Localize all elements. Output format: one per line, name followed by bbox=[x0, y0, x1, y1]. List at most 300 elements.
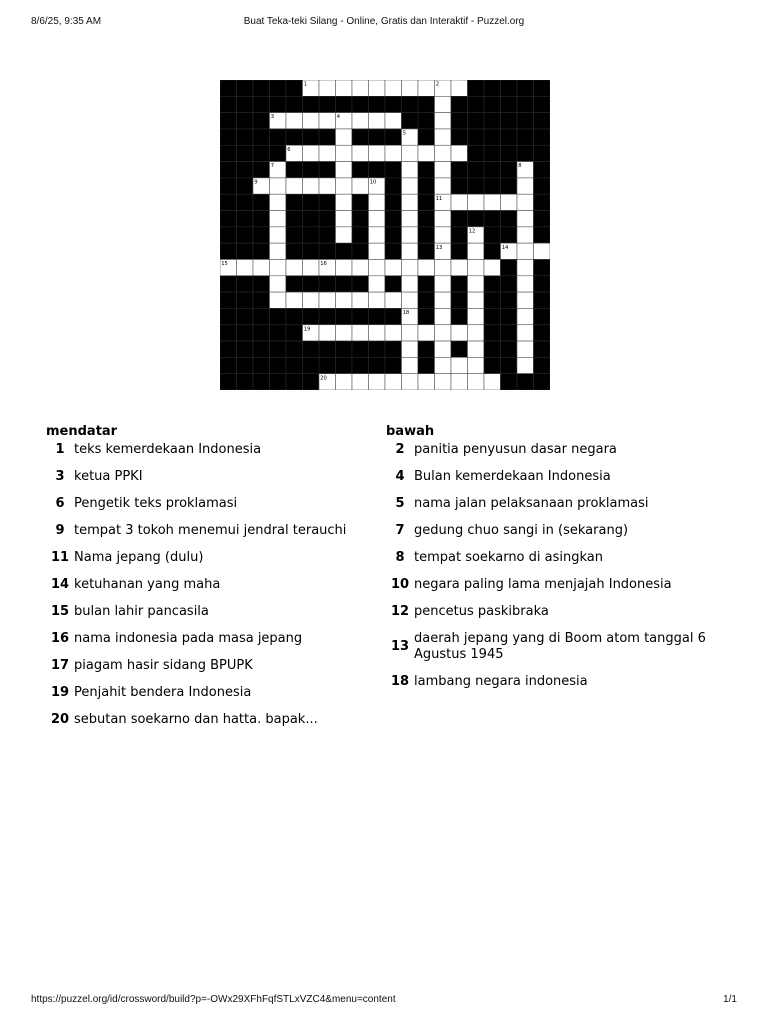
letter-cell[interactable] bbox=[451, 259, 468, 275]
letter-cell[interactable] bbox=[336, 374, 353, 390]
blocked-cell bbox=[237, 276, 254, 292]
letter-cell[interactable] bbox=[369, 276, 386, 292]
letter-cell[interactable] bbox=[319, 113, 336, 129]
blocked-cell bbox=[534, 96, 551, 112]
clue-text: Nama jepang (dulu) bbox=[74, 550, 204, 565]
blocked-cell bbox=[534, 325, 551, 341]
blocked-cell bbox=[303, 341, 320, 357]
blocked-cell bbox=[253, 129, 270, 145]
letter-cell[interactable] bbox=[402, 211, 419, 227]
letter-cell[interactable] bbox=[369, 194, 386, 210]
blocked-cell bbox=[253, 80, 270, 96]
letter-cell[interactable] bbox=[385, 145, 402, 161]
clue-number-label: 3 bbox=[270, 114, 275, 121]
clue-text: negara paling lama menjajah Indonesia bbox=[414, 577, 672, 592]
blocked-cell bbox=[336, 276, 353, 292]
blocked-cell bbox=[286, 341, 303, 357]
letter-cell[interactable] bbox=[468, 276, 485, 292]
blocked-cell bbox=[484, 80, 501, 96]
blocked-cell bbox=[534, 374, 551, 390]
letter-cell[interactable] bbox=[303, 178, 320, 194]
clue-number: 4 bbox=[395, 469, 405, 484]
letter-cell[interactable] bbox=[468, 292, 485, 308]
letter-cell[interactable] bbox=[336, 178, 353, 194]
letter-cell[interactable] bbox=[270, 276, 287, 292]
letter-cell[interactable] bbox=[402, 292, 419, 308]
blocked-cell bbox=[468, 113, 485, 129]
blocked-cell bbox=[418, 194, 435, 210]
blocked-cell bbox=[319, 341, 336, 357]
letter-cell[interactable] bbox=[418, 259, 435, 275]
letter-cell[interactable] bbox=[435, 96, 452, 112]
letter-cell[interactable] bbox=[468, 194, 485, 210]
blocked-cell bbox=[270, 308, 287, 324]
blocked-cell bbox=[237, 292, 254, 308]
blocked-cell bbox=[534, 145, 551, 161]
blocked-cell bbox=[286, 243, 303, 259]
blocked-cell bbox=[484, 243, 501, 259]
letter-cell[interactable] bbox=[468, 325, 485, 341]
blocked-cell bbox=[253, 227, 270, 243]
blocked-cell bbox=[237, 162, 254, 178]
blocked-cell bbox=[484, 145, 501, 161]
blocked-cell bbox=[369, 96, 386, 112]
letter-cell[interactable] bbox=[270, 243, 287, 259]
blocked-cell bbox=[237, 145, 254, 161]
letter-cell[interactable] bbox=[451, 325, 468, 341]
blocked-cell bbox=[352, 341, 369, 357]
clue-number: 10 bbox=[390, 577, 410, 592]
letter-cell[interactable] bbox=[484, 374, 501, 390]
letter-cell[interactable] bbox=[451, 357, 468, 373]
letter-cell[interactable] bbox=[336, 80, 353, 96]
letter-cell[interactable] bbox=[435, 325, 452, 341]
blocked-cell bbox=[220, 194, 237, 210]
blocked-cell bbox=[352, 357, 369, 373]
letter-cell[interactable] bbox=[385, 259, 402, 275]
letter-cell[interactable] bbox=[385, 113, 402, 129]
blocked-cell bbox=[468, 162, 485, 178]
letter-cell[interactable] bbox=[402, 259, 419, 275]
letter-cell[interactable] bbox=[534, 243, 551, 259]
blocked-cell bbox=[319, 227, 336, 243]
letter-cell[interactable] bbox=[336, 227, 353, 243]
blocked-cell bbox=[303, 162, 320, 178]
blocked-cell bbox=[385, 227, 402, 243]
letter-cell[interactable] bbox=[435, 341, 452, 357]
blocked-cell bbox=[319, 308, 336, 324]
letter-cell[interactable] bbox=[336, 129, 353, 145]
clue-down-10 bbox=[386, 577, 716, 593]
letter-cell[interactable] bbox=[303, 113, 320, 129]
letter-cell[interactable] bbox=[418, 325, 435, 341]
letter-cell[interactable] bbox=[468, 357, 485, 373]
letter-cell[interactable] bbox=[385, 292, 402, 308]
letter-cell[interactable] bbox=[336, 211, 353, 227]
blocked-cell bbox=[418, 341, 435, 357]
letter-cell[interactable] bbox=[435, 145, 452, 161]
blocked-cell bbox=[336, 357, 353, 373]
letter-cell[interactable] bbox=[319, 292, 336, 308]
letter-cell[interactable] bbox=[501, 194, 518, 210]
blocked-cell bbox=[534, 357, 551, 373]
blocked-cell bbox=[451, 96, 468, 112]
blocked-cell bbox=[319, 129, 336, 145]
blocked-cell bbox=[369, 308, 386, 324]
letter-cell[interactable] bbox=[303, 292, 320, 308]
blocked-cell bbox=[501, 276, 518, 292]
letter-cell[interactable] bbox=[336, 292, 353, 308]
blocked-cell bbox=[352, 227, 369, 243]
clue-text: gedung chuo sangi in (sekarang) bbox=[414, 523, 629, 538]
blocked-cell bbox=[303, 227, 320, 243]
blocked-cell bbox=[319, 96, 336, 112]
print-datetime: 8/6/25, 9:35 AM bbox=[31, 16, 102, 27]
letter-cell[interactable] bbox=[352, 292, 369, 308]
clue-text: Bulan kemerdekaan Indonesia bbox=[414, 469, 611, 484]
clue-text: tempat 3 tokoh menemui jendral terauchi bbox=[74, 523, 347, 538]
blocked-cell bbox=[385, 194, 402, 210]
blocked-cell bbox=[319, 194, 336, 210]
letter-cell[interactable] bbox=[270, 227, 287, 243]
blocked-cell bbox=[517, 96, 534, 112]
blocked-cell bbox=[352, 162, 369, 178]
blocked-cell bbox=[253, 211, 270, 227]
clue-number-label: 16 bbox=[320, 261, 327, 268]
letter-cell[interactable] bbox=[336, 145, 353, 161]
letter-cell[interactable] bbox=[517, 292, 534, 308]
letter-cell[interactable] bbox=[435, 308, 452, 324]
letter-cell[interactable] bbox=[517, 194, 534, 210]
letter-cell[interactable] bbox=[270, 259, 287, 275]
blocked-cell bbox=[286, 211, 303, 227]
letter-cell[interactable] bbox=[352, 145, 369, 161]
print-footer bbox=[0, 994, 768, 1014]
across-heading: mendatar bbox=[46, 424, 118, 439]
clue-text: tempat soekarno di asingkan bbox=[414, 550, 603, 565]
letter-cell[interactable] bbox=[237, 259, 254, 275]
clue-number: 18 bbox=[390, 674, 410, 689]
letter-cell[interactable] bbox=[385, 374, 402, 390]
letter-cell[interactable] bbox=[435, 276, 452, 292]
clue-number: 9 bbox=[55, 523, 65, 538]
clue-text: ketua PPKI bbox=[74, 469, 143, 484]
letter-cell[interactable] bbox=[336, 325, 353, 341]
letter-cell[interactable] bbox=[352, 259, 369, 275]
blocked-cell bbox=[484, 292, 501, 308]
across-clues bbox=[46, 424, 366, 739]
blocked-cell bbox=[418, 243, 435, 259]
blocked-cell bbox=[418, 162, 435, 178]
blocked-cell bbox=[352, 96, 369, 112]
blocked-cell bbox=[352, 308, 369, 324]
letter-cell[interactable] bbox=[369, 227, 386, 243]
letter-cell[interactable] bbox=[402, 357, 419, 373]
blocked-cell bbox=[220, 357, 237, 373]
blocked-cell bbox=[369, 129, 386, 145]
letter-cell[interactable] bbox=[369, 325, 386, 341]
letter-cell[interactable] bbox=[336, 162, 353, 178]
letter-cell[interactable] bbox=[451, 145, 468, 161]
letter-cell[interactable] bbox=[402, 178, 419, 194]
letter-cell[interactable] bbox=[369, 243, 386, 259]
letter-cell[interactable] bbox=[270, 211, 287, 227]
letter-cell[interactable] bbox=[303, 259, 320, 275]
clue-number: 19 bbox=[50, 685, 70, 700]
letter-cell[interactable] bbox=[418, 374, 435, 390]
blocked-cell bbox=[253, 162, 270, 178]
letter-cell[interactable] bbox=[336, 194, 353, 210]
letter-cell[interactable] bbox=[435, 178, 452, 194]
letter-cell[interactable] bbox=[451, 80, 468, 96]
letter-cell[interactable] bbox=[468, 243, 485, 259]
clue-across-20 bbox=[46, 712, 366, 728]
letter-cell[interactable] bbox=[303, 145, 320, 161]
blocked-cell bbox=[451, 243, 468, 259]
blocked-cell bbox=[484, 211, 501, 227]
clue-down-8 bbox=[386, 550, 716, 566]
blocked-cell bbox=[237, 374, 254, 390]
letter-cell[interactable] bbox=[369, 259, 386, 275]
blocked-cell bbox=[451, 129, 468, 145]
letter-cell[interactable] bbox=[402, 325, 419, 341]
clue-across-6 bbox=[46, 496, 366, 512]
blocked-cell bbox=[286, 162, 303, 178]
blocked-cell bbox=[517, 374, 534, 390]
blocked-cell bbox=[534, 276, 551, 292]
letter-cell[interactable] bbox=[451, 374, 468, 390]
blocked-cell bbox=[303, 308, 320, 324]
blocked-cell bbox=[501, 113, 518, 129]
letter-cell[interactable] bbox=[517, 178, 534, 194]
blocked-cell bbox=[352, 276, 369, 292]
letter-cell[interactable] bbox=[435, 374, 452, 390]
letter-cell[interactable] bbox=[484, 194, 501, 210]
letter-cell[interactable] bbox=[435, 113, 452, 129]
letter-cell[interactable] bbox=[451, 194, 468, 210]
clue-number: 17 bbox=[50, 658, 70, 673]
letter-cell[interactable] bbox=[402, 80, 419, 96]
letter-cell[interactable] bbox=[369, 374, 386, 390]
blocked-cell bbox=[336, 341, 353, 357]
letter-cell[interactable] bbox=[435, 129, 452, 145]
letter-cell[interactable] bbox=[402, 374, 419, 390]
blocked-cell bbox=[534, 129, 551, 145]
letter-cell[interactable] bbox=[270, 194, 287, 210]
letter-cell[interactable] bbox=[352, 178, 369, 194]
blocked-cell bbox=[534, 211, 551, 227]
letter-cell[interactable] bbox=[270, 292, 287, 308]
letter-cell[interactable] bbox=[517, 276, 534, 292]
letter-cell[interactable] bbox=[352, 325, 369, 341]
clue-number-label: 12 bbox=[468, 228, 476, 235]
letter-cell[interactable] bbox=[418, 145, 435, 161]
blocked-cell bbox=[451, 178, 468, 194]
blocked-cell bbox=[220, 341, 237, 357]
blocked-cell bbox=[501, 308, 518, 324]
blocked-cell bbox=[484, 276, 501, 292]
clue-down-2 bbox=[386, 442, 716, 458]
blocked-cell bbox=[270, 357, 287, 373]
blocked-cell bbox=[220, 227, 237, 243]
letter-cell[interactable] bbox=[468, 374, 485, 390]
letter-cell[interactable] bbox=[352, 113, 369, 129]
blocked-cell bbox=[484, 227, 501, 243]
letter-cell[interactable] bbox=[402, 243, 419, 259]
letter-cell[interactable] bbox=[253, 259, 270, 275]
letter-cell[interactable] bbox=[435, 292, 452, 308]
letter-cell[interactable] bbox=[468, 308, 485, 324]
blocked-cell bbox=[319, 276, 336, 292]
letter-cell[interactable] bbox=[286, 259, 303, 275]
clue-number-label: 9 bbox=[254, 179, 258, 186]
blocked-cell bbox=[270, 341, 287, 357]
blocked-cell bbox=[484, 178, 501, 194]
clue-text: Penjahit bendera Indonesia bbox=[74, 685, 252, 700]
blocked-cell bbox=[352, 129, 369, 145]
letter-cell[interactable] bbox=[435, 227, 452, 243]
down-heading: bawah bbox=[386, 424, 435, 439]
letter-cell[interactable] bbox=[369, 145, 386, 161]
clue-text: panitia penyusun dasar negara bbox=[414, 442, 617, 457]
blocked-cell bbox=[220, 292, 237, 308]
blocked-cell bbox=[336, 243, 353, 259]
blocked-cell bbox=[534, 162, 551, 178]
letter-cell[interactable] bbox=[517, 308, 534, 324]
blocked-cell bbox=[237, 129, 254, 145]
clue-number: 5 bbox=[395, 496, 405, 511]
blocked-cell bbox=[451, 113, 468, 129]
letter-cell[interactable] bbox=[435, 162, 452, 178]
clue-text: daerah jepang yang di Boom atom tanggal 6 Agustus 1945 bbox=[414, 631, 706, 662]
blocked-cell bbox=[369, 341, 386, 357]
blocked-cell bbox=[286, 96, 303, 112]
letter-cell[interactable] bbox=[468, 341, 485, 357]
letter-cell[interactable] bbox=[369, 211, 386, 227]
print-url: https://puzzel.org/id/crossword/build?p=-OWx29XFhFqfSTLxVZC4&menu=content bbox=[31, 994, 396, 1005]
letter-cell[interactable] bbox=[319, 145, 336, 161]
blocked-cell bbox=[286, 80, 303, 96]
clue-number: 12 bbox=[390, 604, 410, 619]
blocked-cell bbox=[286, 194, 303, 210]
clue-across-11 bbox=[46, 550, 366, 566]
blocked-cell bbox=[369, 162, 386, 178]
letter-cell[interactable] bbox=[352, 374, 369, 390]
letter-cell[interactable] bbox=[352, 80, 369, 96]
blocked-cell bbox=[319, 211, 336, 227]
letter-cell[interactable] bbox=[319, 80, 336, 96]
letter-cell[interactable] bbox=[402, 162, 419, 178]
clue-number: 2 bbox=[395, 442, 405, 457]
blocked-cell bbox=[237, 194, 254, 210]
letter-cell[interactable] bbox=[418, 80, 435, 96]
clue-text: Pengetik teks proklamasi bbox=[74, 496, 238, 511]
blocked-cell bbox=[451, 162, 468, 178]
blocked-cell bbox=[402, 113, 419, 129]
letter-cell[interactable] bbox=[385, 325, 402, 341]
blocked-cell bbox=[451, 308, 468, 324]
letter-cell[interactable] bbox=[517, 227, 534, 243]
letter-cell[interactable] bbox=[369, 80, 386, 96]
blocked-cell bbox=[220, 211, 237, 227]
blocked-cell bbox=[418, 211, 435, 227]
blocked-cell bbox=[402, 96, 419, 112]
letter-cell[interactable] bbox=[517, 211, 534, 227]
letter-cell[interactable] bbox=[319, 178, 336, 194]
letter-cell[interactable] bbox=[517, 325, 534, 341]
blocked-cell bbox=[253, 357, 270, 373]
blocked-cell bbox=[484, 357, 501, 373]
down-clues bbox=[386, 424, 716, 701]
blocked-cell bbox=[501, 80, 518, 96]
blocked-cell bbox=[484, 162, 501, 178]
blocked-cell bbox=[451, 292, 468, 308]
letter-cell[interactable] bbox=[435, 357, 452, 373]
blocked-cell bbox=[270, 96, 287, 112]
letter-cell[interactable] bbox=[402, 227, 419, 243]
letter-cell[interactable] bbox=[336, 259, 353, 275]
clue-text: nama jalan pelaksanaan proklamasi bbox=[414, 496, 649, 511]
blocked-cell bbox=[220, 325, 237, 341]
letter-cell[interactable] bbox=[468, 259, 485, 275]
blocked-cell bbox=[534, 308, 551, 324]
blocked-cell bbox=[253, 243, 270, 259]
blocked-cell bbox=[534, 113, 551, 129]
print-header bbox=[0, 16, 768, 36]
letter-cell[interactable] bbox=[435, 211, 452, 227]
letter-cell[interactable] bbox=[286, 292, 303, 308]
blocked-cell bbox=[385, 243, 402, 259]
blocked-cell bbox=[468, 178, 485, 194]
clue-number: 6 bbox=[55, 496, 65, 511]
letter-cell[interactable] bbox=[369, 113, 386, 129]
clue-text: teks kemerdekaan Indonesia bbox=[74, 442, 262, 457]
clue-text: sebutan soekarno dan hatta. bapak... bbox=[74, 712, 318, 727]
letter-cell[interactable] bbox=[402, 276, 419, 292]
blocked-cell bbox=[385, 341, 402, 357]
letter-cell[interactable] bbox=[270, 178, 287, 194]
clue-number: 14 bbox=[50, 577, 70, 592]
blocked-cell bbox=[270, 129, 287, 145]
blocked-cell bbox=[418, 308, 435, 324]
blocked-cell bbox=[253, 145, 270, 161]
clue-across-9 bbox=[46, 523, 366, 539]
letter-cell[interactable] bbox=[369, 292, 386, 308]
blocked-cell bbox=[220, 243, 237, 259]
letter-cell[interactable] bbox=[402, 145, 419, 161]
print-page-number: 1/1 bbox=[723, 994, 737, 1005]
letter-cell[interactable] bbox=[517, 341, 534, 357]
letter-cell[interactable] bbox=[286, 113, 303, 129]
letter-cell[interactable] bbox=[484, 259, 501, 275]
letter-cell[interactable] bbox=[319, 325, 336, 341]
letter-cell[interactable] bbox=[517, 243, 534, 259]
letter-cell[interactable] bbox=[286, 178, 303, 194]
letter-cell[interactable] bbox=[385, 80, 402, 96]
letter-cell[interactable] bbox=[517, 259, 534, 275]
clue-across-19 bbox=[46, 685, 366, 701]
letter-cell[interactable] bbox=[402, 341, 419, 357]
blocked-cell bbox=[534, 178, 551, 194]
blocked-cell bbox=[303, 357, 320, 373]
blocked-cell bbox=[319, 243, 336, 259]
letter-cell[interactable] bbox=[402, 194, 419, 210]
letter-cell[interactable] bbox=[517, 357, 534, 373]
blocked-cell bbox=[253, 276, 270, 292]
blocked-cell bbox=[237, 357, 254, 373]
letter-cell[interactable] bbox=[435, 259, 452, 275]
blocked-cell bbox=[253, 113, 270, 129]
